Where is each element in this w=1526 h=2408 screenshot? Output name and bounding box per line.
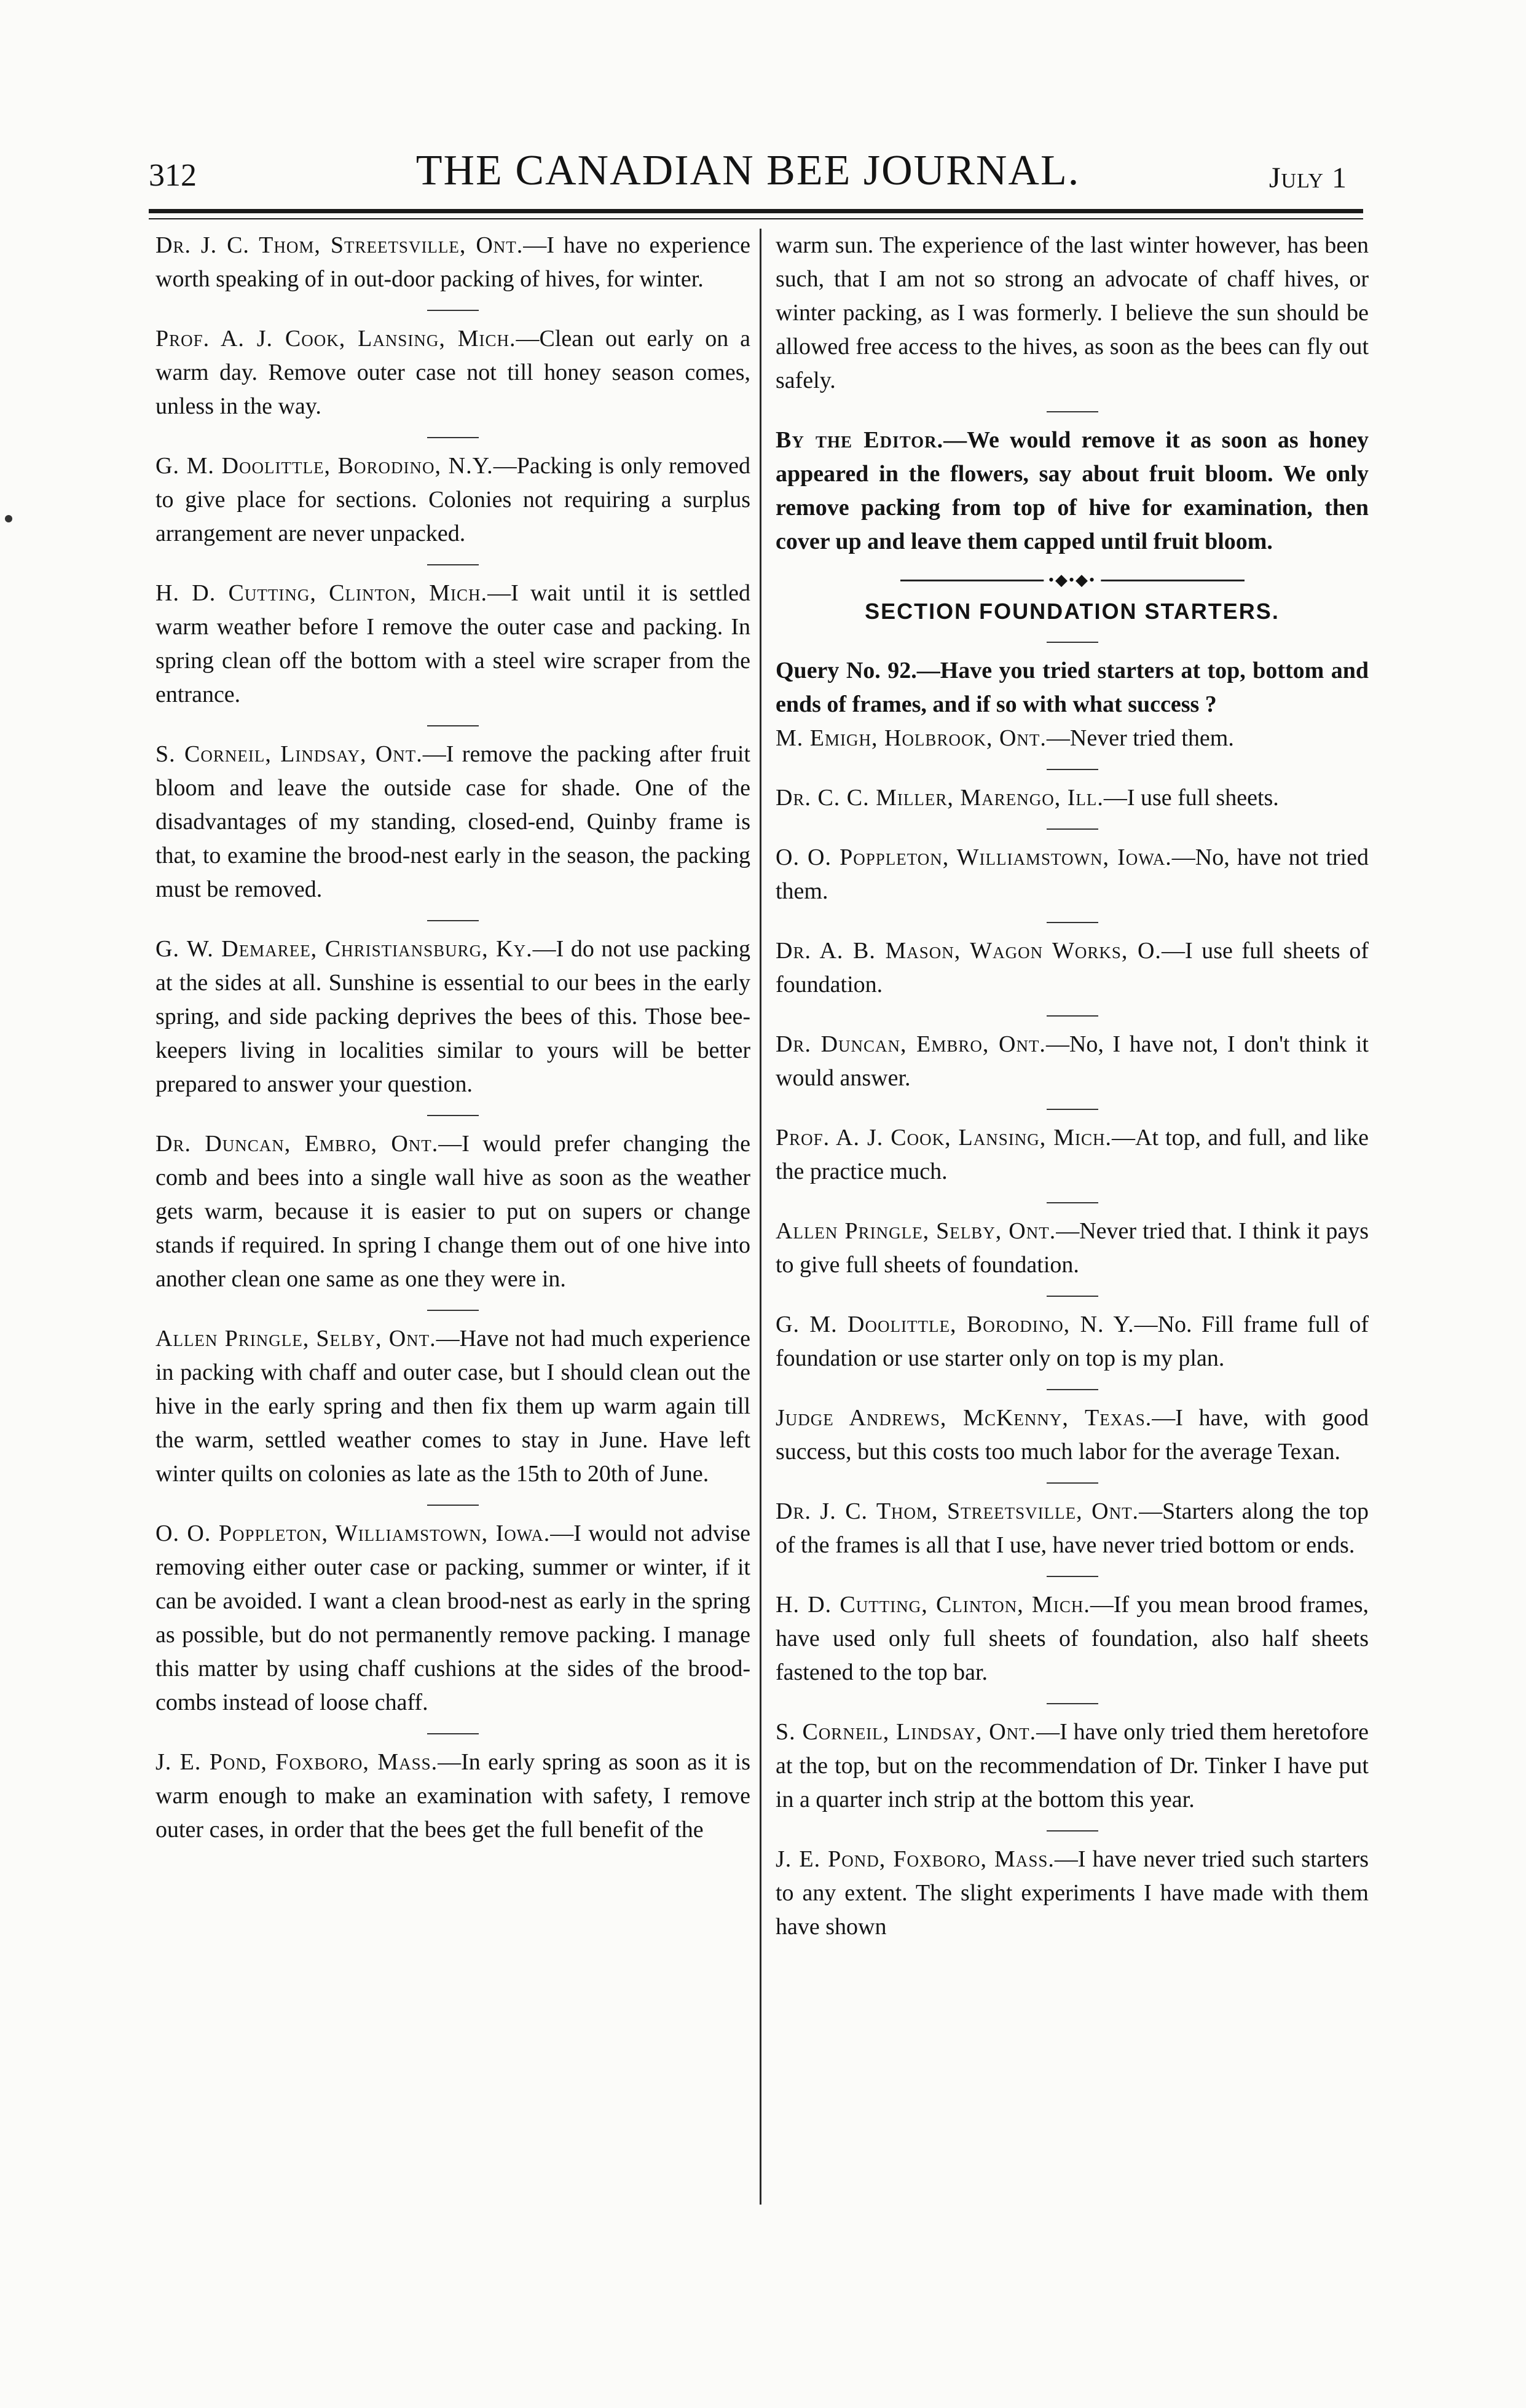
answer-author: H. D. Cutting, Clinton, Mich. [776,1592,1090,1618]
answer-text: —Never tried them. [1046,725,1234,751]
entry-text: —Clean out early on a warm day. Remove outer case not till honey season comes, unless in the way. [155,326,750,419]
answer-text: —At top, and full, and like the practice much. [776,1125,1369,1184]
separator [427,1310,479,1311]
separator [427,437,479,438]
entry-text: —I remove the packing after fruit bloom and leave the outside case for shade. One of the disadvantages of my standing, closed-end, Quinby frame is that, to examine the brood-nest early in the season, the packing must be removed. [155,741,750,902]
entry-text: —I do not use packing at the sides at all. Sunshine is essential to our bees in the early spring, and side packing deprives the bees of this. Those bee-keepers living in localities similar to yours will be better prepared to answer your question. [155,936,750,1097]
section-heading: SECTION FOUNDATION STARTERS. [865,599,1280,624]
entry-author: O. O. Poppleton, Williamstown, Iowa. [155,1521,551,1546]
answer [776,781,1369,815]
answer-author: Dr. J. C. Thom, Streetsville, Ont. [776,1498,1139,1524]
separator [1047,769,1098,770]
separator [427,310,479,311]
entry-author: H. D. Cutting, Clinton, Mich. [155,580,488,606]
ornamental-rule: •◆•◆• [900,575,1245,586]
entry-author: Dr. J. C. Thom, Streetsville, Ont. [155,232,524,258]
column-divider [760,229,761,2205]
answer-text: —No, I have not, I don't think it would answer. [776,1031,1369,1091]
entry-author: Dr. Duncan, Embro, Ont. [155,1131,439,1157]
separator [1047,828,1098,830]
separator [1047,1202,1098,1203]
answer [776,934,1369,1002]
page-number: 312 [149,158,197,193]
answer-text: —No, have not tried them. [776,844,1369,904]
answer-author: Prof. A. J. Cook, Lansing, Mich. [776,1125,1112,1151]
entry-text: —Packing is only removed to give place for sections. Colonies not requiring a surplus arrangement are never unpacked. [155,453,751,546]
answer-text: —No. Fill frame full of foundation or use starter only on top is my plan. [776,1312,1369,1371]
entry-author: S. Corneil, Lindsay, Ont. [155,741,423,767]
separator [1047,1109,1098,1110]
answer-text: —If you mean brood frames, have used only full sheets of foundation, also half sheets fastened to the top bar. [776,1592,1369,1685]
editor-text: —We would remove it as soon as honey appeared in the flowers, say about fruit bloom. We only remove packing from top of hive for examination, then cover up and leave them capped until fruit bloom. [776,427,1369,554]
entry [155,932,750,1101]
answer-author: Judge Andrews, McKenny, Texas. [776,1405,1152,1431]
answer-text: —Never tried that. I think it pays to give full sheets of foundation. [776,1218,1369,1278]
separator [427,725,479,726]
separator [427,1505,479,1506]
answer-author: Allen Pringle, Selby, Ont. [776,1218,1056,1244]
answer [776,1028,1369,1095]
answer [776,1214,1369,1282]
answer [776,722,1369,755]
separator [1047,642,1098,643]
entry-text: —I have no experience worth speaking of in out-door packing of hives, for winter. [155,232,750,292]
continued-text: warm sun. The experience of the last winter however, has been such, that I am not so strong an advocate of chaff hives, or winter packing, as I was formerly. I believe the sun should be allowed free access to the hives, as soon as the bees can fly out safely. [776,232,1369,393]
answer-author: J. E. Pond, Foxboro, Mass. [776,1846,1055,1872]
separator [1047,1296,1098,1297]
answer-author: G. M. Doolittle, Borodino, N. Y. [776,1312,1135,1337]
entry [155,738,750,907]
header-rule-thick [149,209,1363,213]
entry [155,229,750,296]
answer-text: —Starters along the top of the frames is all that I use, have never tried bottom or ends. [776,1498,1369,1558]
journal-title: THE CANADIAN BEE JOURNAL. [415,147,1080,194]
separator [1047,1482,1098,1484]
entry-text: —I would not advise removing either outer case or packing, summer or winter, if it can be avoided. I want a clean brood-nest as early in the spring as possible, but do not permanently remove packing. I manage this matter by using chaff cushions at the sides of the brood-combs instead of loose chaff. [155,1521,750,1715]
header-rule-thin [149,218,1363,219]
answer-author: O. O. Poppleton, Williamstown, Iowa. [776,844,1172,870]
separator [1047,411,1098,412]
entry-author: Prof. A. J. Cook, Lansing, Mich. [155,326,516,352]
page-header [149,146,1347,202]
entry-text: —Have not had much experience in packing with chaff and outer case, but I should clean out the hive in the early spring and then fix them up warm again till the warm, settled weather comes to stay in June. Have left winter quilts on colonies as late as the 15th to 20th of June. [155,1326,750,1487]
separator [1047,922,1098,923]
entry-author: G. W. Demaree, Christiansburg, Ky. [155,936,533,962]
answer [776,1495,1369,1562]
entry [155,322,750,423]
entry-author: Allen Pringle, Selby, Ont. [155,1326,436,1352]
issue-date: July 1 [1268,162,1347,194]
answer [776,1588,1369,1690]
separator [1047,1830,1098,1832]
separator [1047,1015,1098,1017]
separator [427,1733,479,1734]
editor-note [776,423,1369,559]
entry-text: —In early spring as soon as it is warm enough to make an examination with safety, I remove outer cases, in order that the bees get the full benefit of the [155,1749,751,1843]
margin-mark [5,515,12,522]
query-text: Query No. 92.—Have you tried starters at top, bottom and ends of frames, and if so with what success ? [776,658,1369,717]
answer-author: S. Corneil, Lindsay, Ont. [776,1719,1037,1745]
entry-author: G. M. Doolittle, Borodino, N.Y. [155,453,494,479]
answer-text: —I have, with good success, but this costs too much labor for the average Texan. [776,1405,1369,1465]
answer-text: —I use full sheets. [1103,785,1279,811]
answer-author: M. Emigh, Holbrook, Ont. [776,725,1047,751]
entry-author: J. E. Pond, Foxboro, Mass. [155,1749,438,1775]
answer-text: —I have never tried such starters to any extent. The slight experiments I have made with them have shown [776,1846,1369,1940]
entry [155,576,750,712]
right-column [776,229,1369,1944]
answer-author: Dr. A. B. Mason, Wagon Works, O. [776,938,1162,964]
answer [776,1401,1369,1469]
entry-text: —I would prefer changing the comb and bees into a single wall hive as soon as the weather gets warm, because it is easier to put on supers or change stands if required. In spring I change them out of one hive into another clean one same as one they were in. [155,1131,750,1292]
entry [155,1127,750,1296]
answer [776,1308,1369,1375]
answer-text: —I have only tried them heretofore at the top, but on the recommendation of Dr. Tinker I have put in a quarter inch strip at the bottom this year. [776,1719,1369,1812]
entry [155,1322,750,1491]
separator [1047,1576,1098,1577]
left-column [155,229,750,1847]
entry [155,1517,750,1720]
answer-author: Dr. C. C. Miller, Marengo, Ill. [776,785,1104,811]
answer-text: —I use full sheets of foundation. [776,938,1369,997]
editor-byline: By the Editor. [776,427,944,453]
separator [427,920,479,921]
separator [1047,1389,1098,1390]
entry [155,449,750,551]
separator [1047,1703,1098,1704]
answer [776,1121,1369,1189]
answer [776,841,1369,908]
entry-text: —I wait until it is settled warm weather before I remove the outer case and packing. In spring clean off the bottom with a steel wire scraper from the entrance. [155,580,751,707]
answer-author: Dr. Duncan, Embro, Ont. [776,1031,1046,1057]
separator [427,1115,479,1116]
entry [155,1745,750,1847]
answer [776,1715,1369,1817]
answer [776,1843,1369,1944]
separator [427,564,479,565]
